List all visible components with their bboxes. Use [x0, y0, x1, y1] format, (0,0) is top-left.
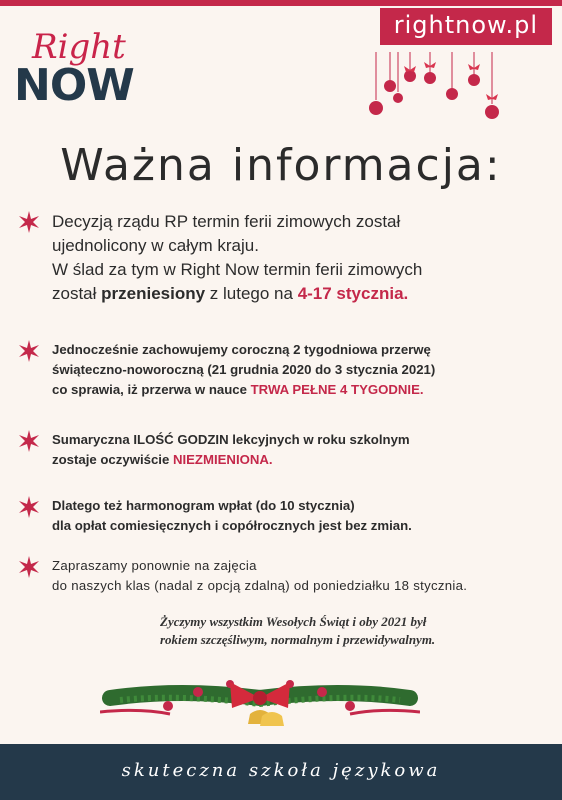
text-line: Sumaryczna ILOŚĆ GODZIN lekcyjnych w roku szkolnym [52, 432, 410, 447]
paragraph-christmas-break [52, 340, 435, 400]
text-line: rokiem szczęśliwym, normalnym i przewidywalnym. [160, 632, 436, 647]
highlight-unchanged: NIEZMIENIONA. [172, 452, 273, 467]
text-line [52, 282, 422, 306]
holiday-wishes [160, 613, 550, 649]
paragraph-payment-schedule [52, 496, 412, 536]
text-line: Życzymy wszystkim Wesołych Świąt i oby 2021 był [160, 614, 427, 629]
star-bullet-icon [18, 340, 40, 362]
star-bullet-icon [18, 496, 40, 518]
star-bullet-icon [18, 211, 40, 233]
text-line: Zapraszamy ponownie na zajęcia [52, 558, 257, 573]
text-line: W ślad za tym w Right Now termin ferii zimowych [52, 260, 423, 279]
text-segment: z lutego na [205, 284, 298, 303]
star-bullet-icon [18, 430, 40, 452]
logo-right-text: Right [32, 27, 126, 67]
highlight-four-weeks: TRWA PEŁNE 4 TYGODNIE. [250, 382, 424, 397]
paragraph-invitation [52, 556, 467, 596]
text-line: ujednolicony w całym kraju. [52, 236, 259, 255]
christmas-garland-icon [100, 668, 420, 738]
text-segment: zostaje oczywiście [52, 452, 173, 467]
highlight-dates: 4-17 stycznia. [297, 284, 409, 303]
text-segment: co sprawia, iż przerwa w nauce [52, 382, 251, 397]
text-line [52, 380, 435, 400]
text-line: dla opłat comiesięcznych i copółrocznych jest bez zmian. [52, 518, 412, 533]
footer-slogan: skuteczna szkoła językowa [121, 760, 441, 781]
text-segment: został [52, 284, 102, 303]
right-now-logo[interactable] [14, 27, 144, 111]
text-line: Jednocześnie zachowujemy coroczną 2 tygodniowa przerwę [52, 342, 431, 357]
paragraph-winter-break [52, 210, 422, 306]
christmas-ornaments-icon [368, 52, 502, 124]
top-accent-bar [0, 0, 562, 6]
page-title: Ważna informacja: [60, 140, 502, 191]
text-line: do naszych klas (nadal z opcją zdalną) od poniedziałku 18 stycznia. [52, 578, 468, 593]
logo-now-text: NOW [14, 60, 134, 111]
text-line: Dlatego też harmonogram wpłat (do 10 stycznia) [52, 498, 355, 513]
site-url-badge[interactable]: rightnow.pl [380, 8, 552, 45]
paragraph-lesson-hours [52, 430, 410, 470]
footer-bar [0, 744, 562, 800]
text-line [52, 450, 410, 470]
highlight-moved: przeniesiony [101, 284, 206, 303]
star-bullet-icon [18, 556, 40, 578]
text-line: świąteczno-noworoczną (21 grudnia 2020 do 3 stycznia 2021) [52, 362, 436, 377]
text-line: Decyzją rządu RP termin ferii zimowych został [52, 212, 401, 231]
